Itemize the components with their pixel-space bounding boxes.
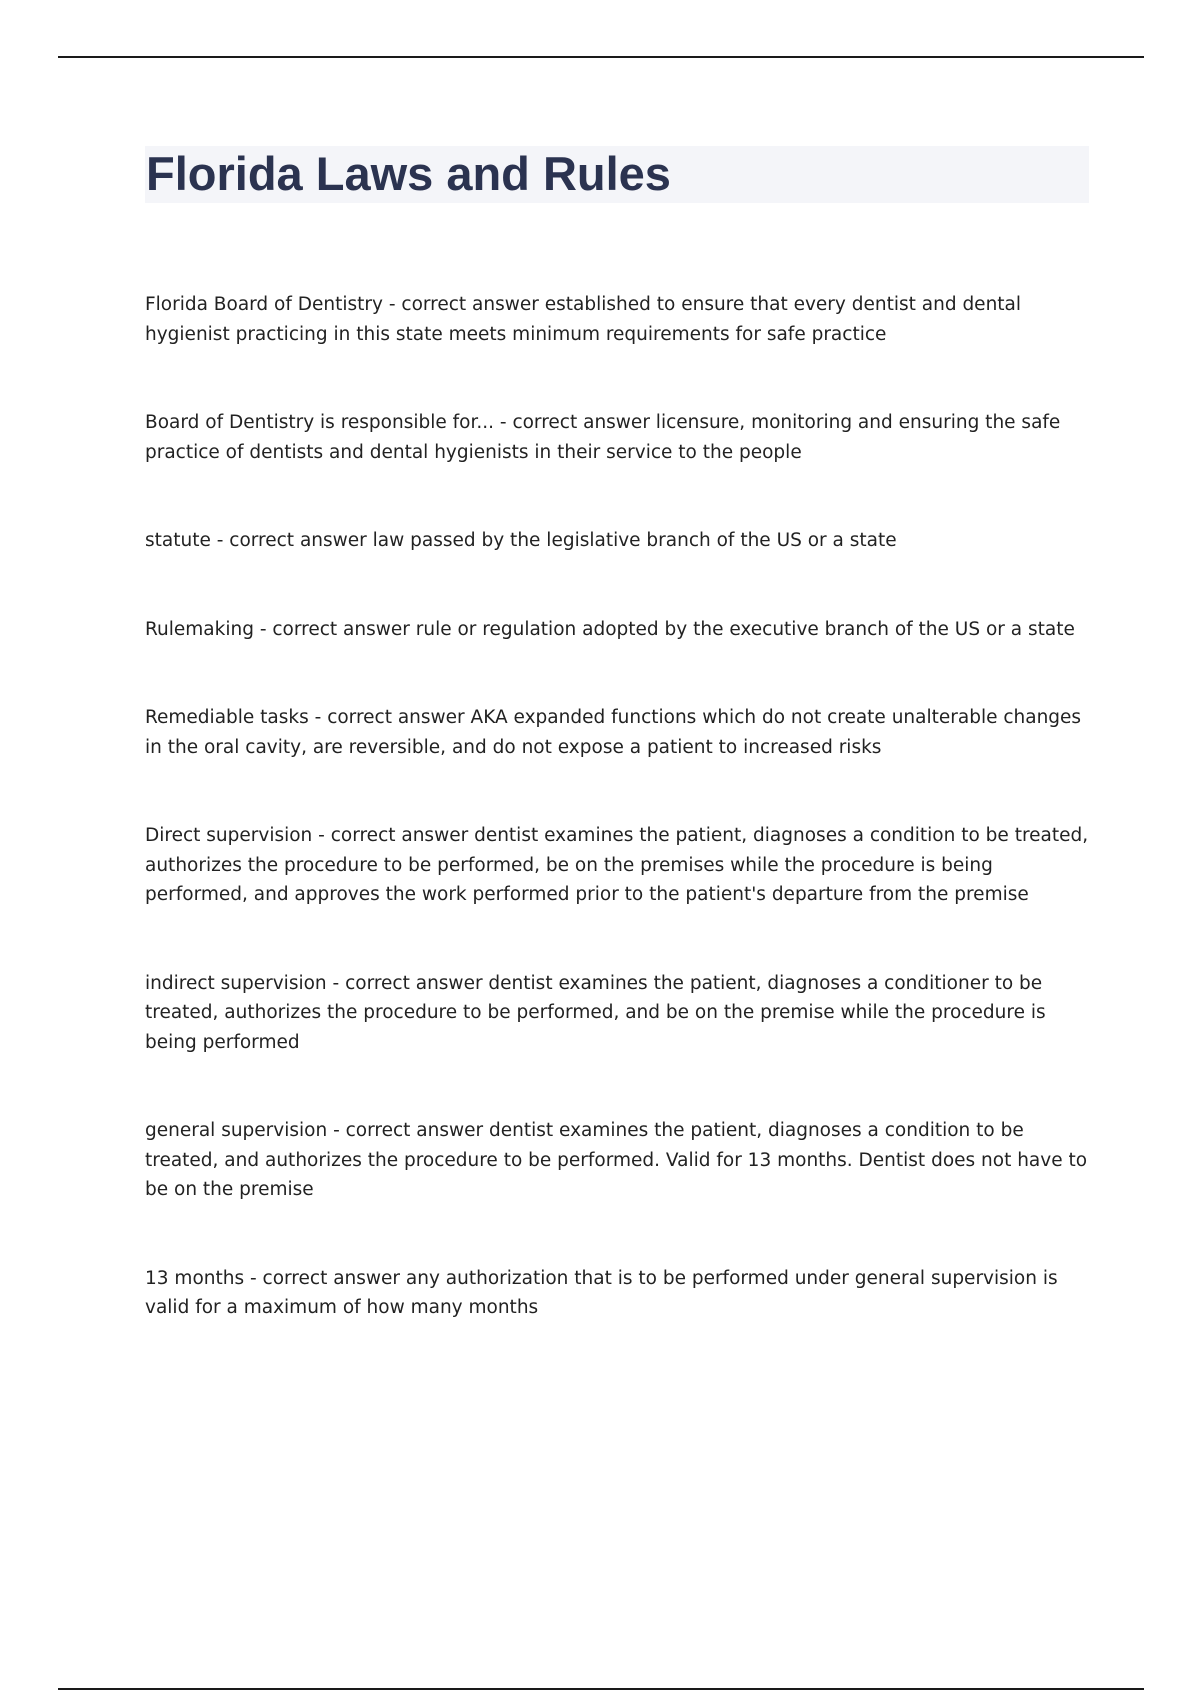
header-rule [58,56,1144,58]
footer-rule [58,1688,1144,1690]
entry-board-of-dentistry: Florida Board of Dentistry - correct answer established to ensure that every dentist and dental hygienist practicing in this state meets minimum requirements for safe practice [145,294,1022,345]
entry-13-months: 13 months - correct answer any authorization that is to be performed under general supervision is valid for a maximum of how many months [145,1267,1058,1318]
page-title: Florida Laws and Rules [146,147,671,200]
entry-direct-supervision: Direct supervision - correct answer dentist examines the patient, diagnoses a condition to be treated, authorizes the procedure to be performed, be on the premises while the procedure is being performed, and approves the work performed prior to the patient's departure from the premise [145,825,1089,905]
entry-remediable-tasks: Remediable tasks - correct answer AKA expanded functions which do not create unalterable changes in the oral cavity, are reversible, and do not expose a patient to increased risks [145,707,1082,758]
entry-statute: statute - correct answer law passed by the legislative branch of the US or a state [145,530,897,551]
entry-indirect-supervision: indirect supervision - correct answer dentist examines the patient, diagnoses a conditioner to be treated, authorizes the procedure to be performed, and be on the premise while the procedure is being performed [145,972,1046,1053]
entry-board-responsibility: Board of Dentistry is responsible for... - correct answer licensure, monitoring and ensuring the safe practice of dentists and dental hygienists in their service to the people [145,412,1061,463]
entry-general-supervision: general supervision - correct answer dentist examines the patient, diagnoses a condition to be treated, and authorizes the procedure to be performed. Valid for 13 months. Dentist does not have to be on the premise [145,1120,1088,1200]
entry-list [145,290,1093,1382]
entry-rulemaking: Rulemaking - correct answer rule or regulation adopted by the executive branch of the US or a state [145,618,1075,640]
